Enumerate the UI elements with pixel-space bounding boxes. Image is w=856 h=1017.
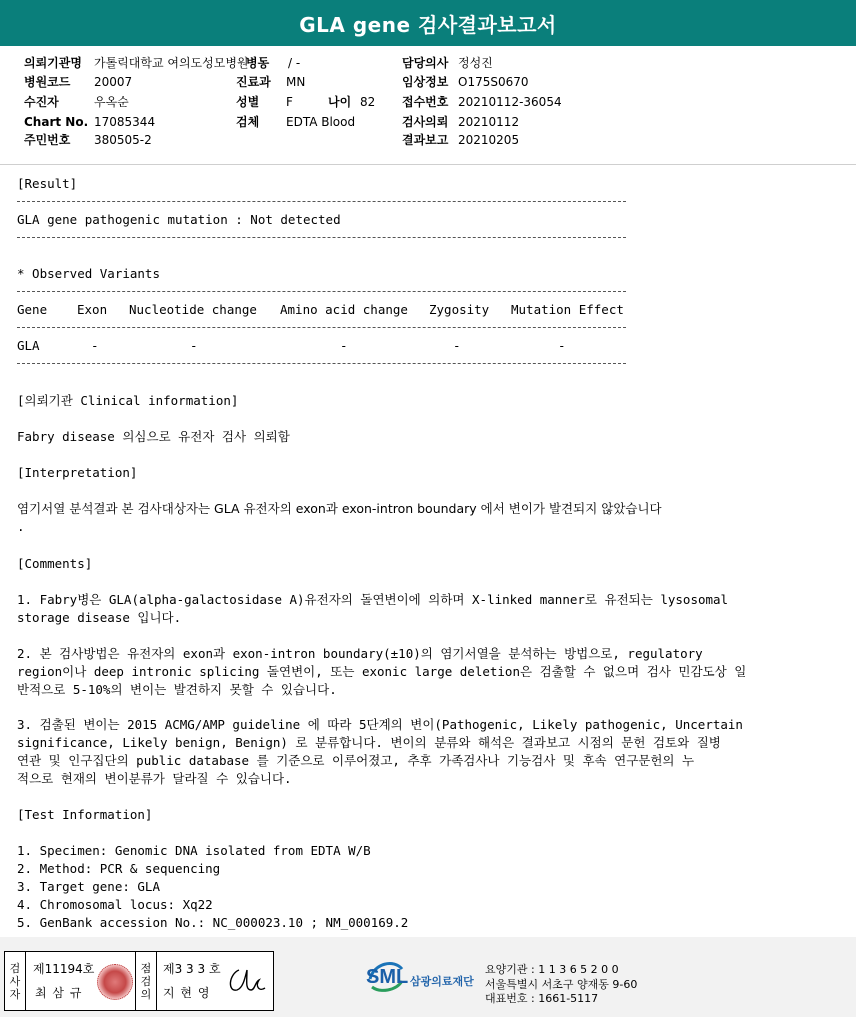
inspector-name: 최 삼 규 xyxy=(35,986,83,1000)
comment-3-line-3: 연관 및 인구집단의 public database 를 기준으로 이루어졌고, 추후 가족검사나 기능검사 및 후속 연구문헌의 누 xyxy=(17,753,695,768)
header-row-request-date: 검사의뢰 20210112 xyxy=(402,115,520,129)
patient-header xyxy=(0,46,856,165)
header-row-resident-no: 주민번호 380505-2 xyxy=(24,133,152,147)
col-zygosity: Zygosity xyxy=(429,302,490,317)
cell-nucleotide: - xyxy=(190,338,198,353)
header-row-sex: 성별 F xyxy=(236,95,293,109)
col-mutation-effect: Mutation Effect xyxy=(511,302,624,317)
test-info-3: 3. Target gene: GLA xyxy=(17,879,160,894)
cell-zygosity: - xyxy=(453,338,461,353)
test-info-4: 4. Chromosomal locus: Xq22 xyxy=(17,897,213,912)
comment-2-line-3: 반적으로 5-10%의 변이는 발견하지 못할 수 있습니다. xyxy=(17,682,337,697)
header-row-hospital-code: 병원코드 20007 xyxy=(24,75,133,89)
test-info-2: 2. Method: PCR & sequencing xyxy=(17,861,221,876)
cell-gene: GLA xyxy=(17,338,40,353)
comment-2-line-2: region이나 deep intronic splicing 돌연변이, 또는 exonic large deletion은 검출할 수 없으며 검사 민감도상 일 xyxy=(17,664,747,679)
report-body xyxy=(0,165,856,937)
inspector-license: 제11194호 xyxy=(33,962,95,976)
col-nucleotide: Nucleotide change xyxy=(129,302,257,317)
inspector-label: 검 사 자 xyxy=(5,952,26,1010)
col-amino-acid: Amino acid change xyxy=(280,302,408,317)
divider xyxy=(17,363,626,364)
result-heading: [Result] xyxy=(17,176,78,191)
header-row-age: 나이 82 xyxy=(328,95,376,109)
header-row-clinical-info: 임상정보 O175S0670 xyxy=(402,75,529,89)
comment-3-line-2: significance, Likely benign, Benign) 로 분류합니다. 변이의 분류와 해석은 결과보고 시점의 문헌 검토와 질병 xyxy=(17,735,721,750)
cell-exon: - xyxy=(91,338,99,353)
header-row-specimen: 검체 EDTA Blood xyxy=(236,115,356,129)
header-row-receipt-no: 접수번호 20210112-36054 xyxy=(402,95,562,109)
report-footer xyxy=(0,937,856,1017)
clinical-text: Fabry disease 의심으로 유전자 검사 의뢰함 xyxy=(17,429,290,444)
variants-heading: * Observed Variants xyxy=(17,266,160,281)
clinical-heading: [의뢰기관 Clinical information] xyxy=(17,393,239,408)
sml-logo-text: SML xyxy=(366,966,409,988)
report-title: GLA gene 검사결과보고서 xyxy=(0,0,856,46)
cell-mutation-effect: - xyxy=(558,338,566,353)
inspector-seal xyxy=(97,964,133,1000)
interpretation-heading: [Interpretation] xyxy=(17,465,138,480)
header-row-report-date: 결과보고 20210205 xyxy=(402,133,520,147)
header-row-institution: 의뢰기관명 가톨릭대학교 여의도성모병원 xyxy=(24,56,249,70)
comment-1-line-2: storage disease 입니다. xyxy=(17,610,182,625)
sml-org-name: 삼광의료재단 xyxy=(410,975,474,988)
header-row-dept: 진료과 MN xyxy=(236,75,306,89)
agency-code: 요양기관 : 1 1 3 6 5 2 0 0 xyxy=(485,963,619,976)
divider xyxy=(17,327,626,328)
verifier-license: 제3 3 3 호 xyxy=(163,962,221,976)
comment-3-line-1: 3. 검출된 변이는 2015 ACMG/AMP guideline 에 따라 5단계의 변이(Pathogenic, Likely pathogenic, Uncertain xyxy=(17,717,743,732)
address: 서울특별시 서초구 양재동 9-60 xyxy=(485,978,638,991)
test-info-5: 5. GenBank accession No.: NC_000023.10 ; NM_000169.2 xyxy=(17,915,409,930)
comment-3-line-4: 적으로 현재의 변이분류가 달라질 수 있습니다. xyxy=(17,771,292,786)
header-row-doctor: 담당의사 정성진 xyxy=(402,56,493,70)
comments-heading: [Comments] xyxy=(17,556,93,571)
phone: 대표번호 : 1661-5117 xyxy=(485,992,599,1005)
col-gene: Gene xyxy=(17,302,48,317)
result-line: GLA gene pathogenic mutation : Not detected xyxy=(17,212,341,227)
signature-icon xyxy=(225,964,269,998)
header-row-ward: 병동 / - xyxy=(246,56,301,70)
signature-box xyxy=(4,951,274,1011)
divider xyxy=(17,201,626,202)
test-info-1: 1. Specimen: Genomic DNA isolated from EDTA W/B xyxy=(17,843,371,858)
interpretation-text-cont: . xyxy=(17,519,25,534)
interpretation-text: 염기서열 분석결과 본 검사대상자는 GLA 유전자의 exon과 exon-intron boundary 에서 변이가 발견되지 않았습니다 xyxy=(17,501,662,516)
divider xyxy=(17,237,626,238)
col-exon: Exon xyxy=(77,302,108,317)
test-info-heading: [Test Information] xyxy=(17,807,153,822)
header-row-patient: 수진자 우옥순 xyxy=(24,95,129,109)
verifier-label: 점 검 의 xyxy=(135,952,157,1010)
comment-2-line-1: 2. 본 검사방법은 유전자의 exon과 exon-intron boundary(±10)의 염기서열을 분석하는 방법으로, regulatory xyxy=(17,646,703,661)
verifier-name: 지 현 영 xyxy=(163,986,211,1000)
cell-amino-acid: - xyxy=(340,338,348,353)
header-row-chart-no: Chart No. 17085344 xyxy=(24,115,156,129)
comment-1-line-1: 1. Fabry병은 GLA(alpha-galactosidase A)유전자의 돌연변이에 의하며 X-linked manner로 유전되는 lysosomal xyxy=(17,592,729,607)
divider xyxy=(17,291,626,292)
